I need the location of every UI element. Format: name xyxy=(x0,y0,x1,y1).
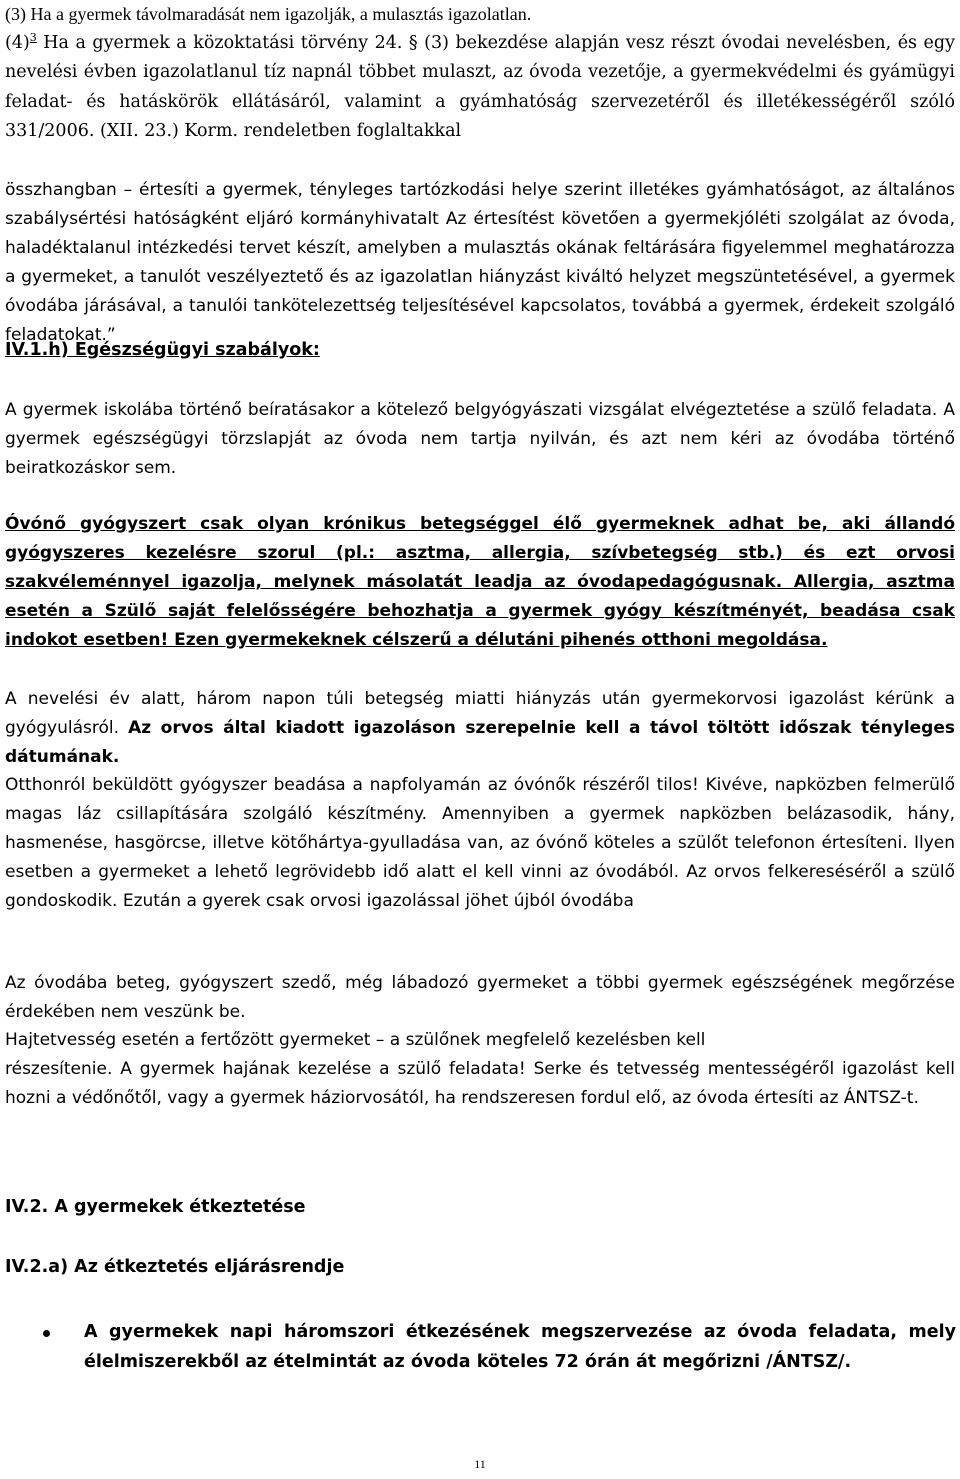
paragraph-4-text xyxy=(5,29,955,146)
paragraph-4-tail-text: összhangban – értesíti a gyermek, tényleges tartózkodási helye szerint illetékes gyámhatóságot, az általános szabálysértési hatóságként eljáró kormányhivatalt Az értesítést követően a gyermekjóléti szolgálat az óvoda, haladéktalanul intézkedési tervet készít, amelyben a mulasztás okának feltárására figyelemmel meghatározza a gyermeket, a tanulót veszélyeztető és az igazolatlan hiányzást kiváltó helyzet megszüntetésével, a gyermek óvodába járásával, a tanulói tankötelezettség teljesítésével kapcsolatos, továbbá a gyermek, érdekeit szolgáló feladatokat.” xyxy=(5,180,955,345)
section-health-heading: IV.1.h) Egészségügyi szabályok: xyxy=(5,340,320,360)
paragraph-4-body: Ha a gyermek a közoktatási törvény 24. § (3) bekezdése alapján vesz részt óvodai nevelésben, és egy nevelési évben igazolatlanul tíz napnál többet mulaszt, az óvoda vezetője, a gyermekvédelmi és gyámügyi feladat- és hatáskörök ellátásáról, valamint a gyámhatóság szervezetéről és illetékességéről szóló 331/2006. (XII. 23.) Korm. rendeletben foglaltakkal xyxy=(5,33,955,141)
paragraph-4-tail xyxy=(5,176,955,350)
bullet-text: A gyermekek napi háromszori étkezésének megszervezése az óvoda feladata, mely élelmiszerekből az ételmintát az óvoda köteles 72 órán át megőrizni /ÁNTSZ/. xyxy=(84,1322,956,1372)
health-bold-paragraph xyxy=(5,510,955,655)
health-paragraph-1 xyxy=(5,396,955,483)
section-food-subheading: IV.2.a) Az étkeztetés eljárásrendje xyxy=(5,1257,345,1277)
health-paragraph-2 xyxy=(5,685,955,772)
health-bold-paragraph-body: Óvónő gyógyszert csak olyan krónikus betegséggel élő gyermeknek adhat be, aki állandó gyógyszeres kezelésre szorul (pl.: asztma, allergia, szívbetegség stb.) és ezt orvosi szakvéleménnyel igazolja, melynek másolatát leadja az óvodapedagógusnak. Allergia, asztma esetén a Szülő saját felelősségére behozhatja a gyermek gyógy készítményét, beadása csak indokot esetben! Ezen gyermekeknek célszerű a délutáni pihenés otthoni megoldása. xyxy=(5,514,955,650)
section-food-heading-block xyxy=(5,1193,955,1222)
health-paragraph-2-text xyxy=(5,685,955,772)
health-paragraph-5-line1: Hajtetvesség esetén a fertőzött gyermeket – a szülőnek megfelelő kezelésben kell xyxy=(5,1030,706,1050)
paragraph-3-text: (3) Ha a gyermek távolmaradását nem igazolják, a mulasztás igazolatlan. xyxy=(5,4,532,24)
section-health-heading-block xyxy=(5,336,955,365)
paragraph-4-prefix: (4) xyxy=(5,33,30,53)
bullet-dot-icon xyxy=(43,1330,50,1337)
health-paragraph-3 xyxy=(5,771,955,916)
health-paragraph-3-text: Otthonról beküldött gyógyszer beadása a napfolyamán az óvónők részéről tilos! Kivéve, napközben felmerülő magas láz csillapítására szolgáló készítmény. Amennyiben a gyermek napközben belázasodik, hány, hasmenése, hasgörcse, illetve kötőhártya-gyulladása van, az óvónő köteles a szülőt telefonon értesíteni. Ilyen esetben a gyermeket a lehető legrövidebb idő alatt el kell vinni az óvodából. Az orvos felkereséséről a szülő gondoskodik. Ezután a gyerek csak orvosi igazolással jöhet újból óvodába xyxy=(5,775,955,911)
paragraph-3 xyxy=(5,0,955,29)
health-paragraph-5 xyxy=(5,1026,955,1113)
health-paragraph-5-rest: részesítenie. A gyermek hajának kezelése a szülő feladata! Serke és tetvesség mentességéről igazolást kell hozni a védőnőtől, vagy a gyermek háziorvosától, ha rendszeresen fordul elő, az óvoda értesíti az ÁNTSZ-t. xyxy=(5,1059,955,1108)
section-food-subheading-block xyxy=(5,1253,955,1282)
health-paragraph-1-text: A gyermek iskolába történő beíratásakor a kötelező belgyógyászati vizsgálat elvégeztetése a szülő feladata. A gyermek egészségügyi törzslapját az óvoda nem tartja nyilván, és azt nem kéri az óvodába történő beiratkozáskor sem. xyxy=(5,400,955,478)
health-bold-paragraph-text xyxy=(5,510,955,655)
footnote-ref[interactable]: 3 xyxy=(29,31,37,44)
health-paragraph-4 xyxy=(5,969,955,1027)
section-food-heading: IV.2. A gyermekek étkeztetése xyxy=(5,1197,306,1217)
page-number: 11 xyxy=(474,1457,486,1471)
health-paragraph-4-text: Az óvodába beteg, gyógyszert szedő, még lábadozó gyermeket a többi gyermek egészségének megőrzése érdekében nem veszünk be. xyxy=(5,973,955,1022)
health-paragraph-2-bold: Az orvos által kiadott igazoláson szerepelnie kell a távol töltött időszak tényleges dátumának. xyxy=(5,718,955,767)
paragraph-4 xyxy=(5,29,955,146)
health-paragraph-2-normal: A nevelési év alatt, három napon túli betegség miatti hiányzás után gyermekorvosi igazolást kérünk a gyógyulásról. xyxy=(5,689,955,738)
